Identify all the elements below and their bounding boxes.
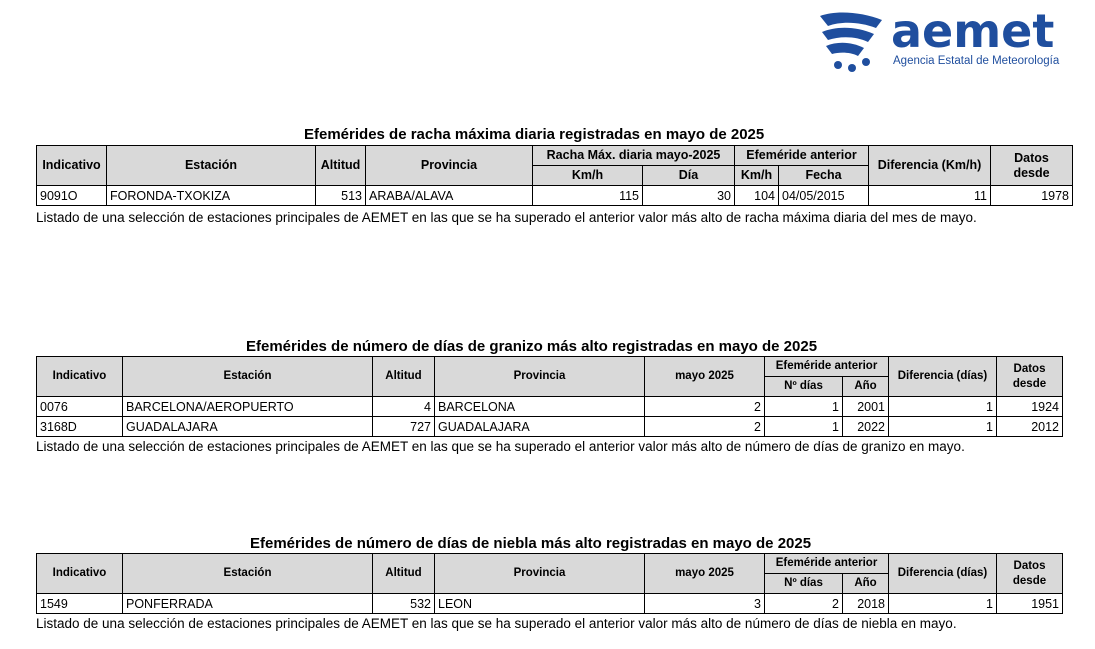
cell-estacion: BARCELONA/AEROPUERTO [123,397,373,417]
header-datos-desde [997,554,1063,594]
cell-estacion: PONFERRADA [123,594,373,614]
aemet-logo [816,4,1066,76]
cell-indicativo: 0076 [37,397,123,417]
header-provincia: Provincia [366,146,533,186]
wind-gust-table [36,145,1073,206]
cell-mayo: 3 [645,594,765,614]
table3-title: Efemérides de número de días de niebla más alto registradas en mayo de 2025 [250,535,812,552]
table-row [37,397,1063,417]
header-mayo: mayo 2025 [645,357,765,397]
header-racha-group: Racha Máx. diaria mayo-2025 [533,146,735,166]
header-anio: Año [843,574,889,594]
header-efemeride-group: Efeméride anterior [765,357,889,377]
cell-indicativo: 9091O [37,186,107,206]
header-ndias: Nº días [765,377,843,397]
table3-note: Listado de una selección de estaciones principales de AEMET en las que se ha superado el anterior valor más alto de número de días de niebla en mayo. [36,616,957,631]
header-mayo: mayo 2025 [645,554,765,594]
table-row [37,186,1073,206]
cell-ndias: 1 [765,397,843,417]
cell-estacion: FORONDA-TXOKIZA [107,186,316,206]
cell-diferencia: 1 [889,417,997,437]
cell-fecha: 04/05/2015 [779,186,869,206]
header-anio: Año [843,377,889,397]
header-datos-desde [991,146,1073,186]
header-dia: Día [643,166,735,186]
cell-diferencia: 11 [869,186,991,206]
cell-diferencia: 1 [889,397,997,417]
header-provincia: Provincia [435,357,645,397]
cell-desde: 1924 [997,397,1063,417]
header-ndias: Nº días [765,574,843,594]
cell-altitud: 4 [373,397,435,417]
cell-mayo: 2 [645,417,765,437]
cell-provincia: BARCELONA [435,397,645,417]
header-diferencia: Diferencia (Km/h) [869,146,991,186]
header-datos: Datos [1013,559,1046,572]
cell-provincia: GUADALAJARA [435,417,645,437]
header-indicativo: Indicativo [37,357,123,397]
header-efemeride-group: Efeméride anterior [735,146,869,166]
header-datos: Datos [1014,150,1049,165]
aemet-emblem-icon [816,10,888,74]
header-datos-desde [997,357,1063,397]
cell-anio: 2018 [843,594,889,614]
cell-ndias: 2 [765,594,843,614]
header-kmh: Km/h [533,166,643,186]
cell-mayo: 2 [645,397,765,417]
header-fecha: Fecha [779,166,869,186]
header-provincia: Provincia [435,554,645,594]
hail-days-table [36,356,1063,437]
cell-kmh: 115 [533,186,643,206]
cell-diferencia: 1 [889,594,997,614]
header-estacion: Estación [123,357,373,397]
header-altitud: Altitud [373,357,435,397]
cell-altitud: 513 [316,186,366,206]
cell-indicativo: 3168D [37,417,123,437]
cell-dia: 30 [643,186,735,206]
table2-note: Listado de una selección de estaciones principales de AEMET en las que se ha superado el anterior valor más alto de número de días de granizo en mayo. [36,439,965,454]
header-indicativo: Indicativo [37,554,123,594]
table-row [37,594,1063,614]
cell-indicativo: 1549 [37,594,123,614]
cell-kmh-anterior: 104 [735,186,779,206]
cell-desde: 1978 [991,186,1073,206]
aemet-subtitle: Agencia Estatal de Meteorología [893,55,1060,67]
header-indicativo: Indicativo [37,146,107,186]
header-datos: Datos [1013,362,1046,375]
cell-estacion: GUADALAJARA [123,417,373,437]
header-kmh-anterior: Km/h [735,166,779,186]
cell-anio: 2022 [843,417,889,437]
cell-anio: 2001 [843,397,889,417]
table-row [37,417,1063,437]
cell-provincia: LEON [435,594,645,614]
cell-altitud: 532 [373,594,435,614]
header-desde: desde [1012,574,1047,587]
header-efemeride-group: Efeméride anterior [765,554,889,574]
header-desde: desde [1012,377,1047,390]
table1-note: Listado de una selección de estaciones principales de AEMET en las que se ha superado el anterior valor más alto de racha máxima diaria del mes de mayo. [36,210,977,225]
header-diferencia: Diferencia (días) [889,357,997,397]
aemet-wordmark: aemet [891,4,1055,58]
header-desde: desde [1013,165,1050,180]
table1-title: Efemérides de racha máxima diaria registradas en mayo de 2025 [304,126,765,143]
header-estacion: Estación [123,554,373,594]
cell-altitud: 727 [373,417,435,437]
header-estacion: Estación [107,146,316,186]
header-diferencia: Diferencia (días) [889,554,997,594]
fog-days-table [36,553,1063,614]
header-altitud: Altitud [316,146,366,186]
table2-title: Efemérides de número de días de granizo más alto registradas en mayo de 2025 [246,338,818,355]
cell-desde: 1951 [997,594,1063,614]
header-altitud: Altitud [373,554,435,594]
cell-provincia: ARABA/ALAVA [366,186,533,206]
cell-desde: 2012 [997,417,1063,437]
cell-ndias: 1 [765,417,843,437]
